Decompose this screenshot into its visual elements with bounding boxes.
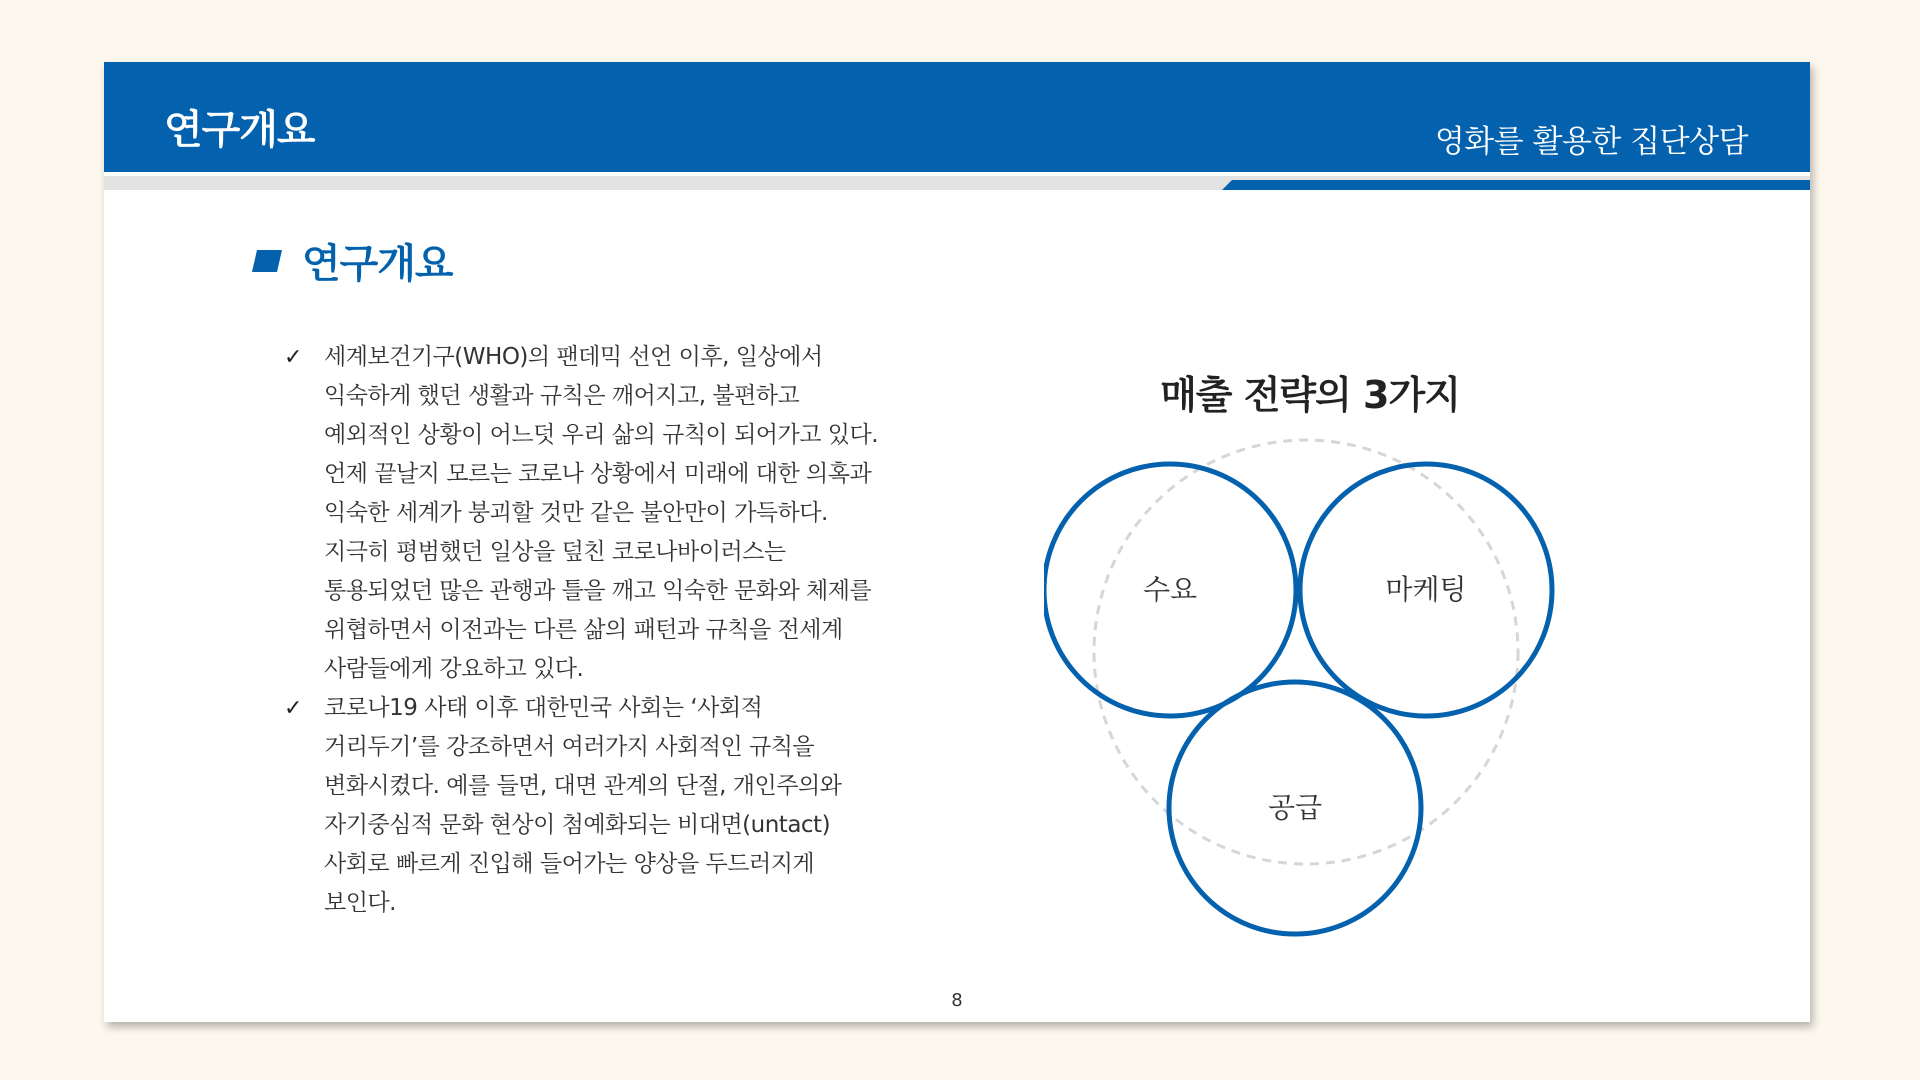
section-heading <box>252 232 453 289</box>
venn-diagram <box>1044 288 1664 948</box>
diagram-title: 매출 전략의 3가지 <box>1160 373 1460 417</box>
list-item <box>284 338 884 689</box>
circle-label-supply: 공급 <box>1267 791 1323 824</box>
page-number: 8 <box>951 990 963 1011</box>
header-subtitle: 영화를 활용한 집단상담 <box>1434 124 1748 160</box>
slide <box>104 62 1810 1022</box>
checkmark-icon: ✓ <box>284 696 303 721</box>
checkmark-icon: ✓ <box>284 345 303 370</box>
header-bar <box>104 62 1810 172</box>
circle-label-demand: 수요 <box>1142 573 1198 606</box>
header-title: 연구개요 <box>164 107 315 153</box>
bullet-text: 세계보건기구(WHO)의 팬데믹 선언 이후, 일상에서 익숙하게 했던 생활과 규칙은 깨어지고, 불편하고 예외적인 상황이 어느덧 우리 삶의 규칙이 되어가고 있다. 언제 끝날지 모르는 코로나 상황에서 미래에 대한 의혹과 익숙한 세계가 붕괴할 것만 같은 불안만이 가득하다. 지극히 평범했던 일상을 덮친 코로나바이러스는 통용되었던 많은 관행과 틀을 깨고 익숙한 문화와 체제를 위협하면서 이전과는 다른 삶의 패턴과 규칙을 전세계 사람들에게 강요하고 있다. <box>324 344 879 682</box>
list-item <box>284 689 884 923</box>
venn-shapes <box>1044 288 1664 948</box>
circle-label-marketing: 마케팅 <box>1385 573 1467 606</box>
parallelogram-icon <box>252 250 282 272</box>
header-stripe <box>104 176 1810 190</box>
section-title: 연구개요 <box>302 241 453 287</box>
bullet-list <box>284 338 884 923</box>
bullet-text: 코로나19 사태 이후 대한민국 사회는 ‘사회적 거리두기’를 강조하면서 여러가지 사회적인 규칙을 변화시켰다. 예를 들면, 대면 관계의 단절, 개인주의와 자기중심적 문화 현상이 첨예화되는 비대면(untact) 사회로 빠르게 진입해 들어가는 양상을 두드러지게 보인다. <box>324 695 842 916</box>
